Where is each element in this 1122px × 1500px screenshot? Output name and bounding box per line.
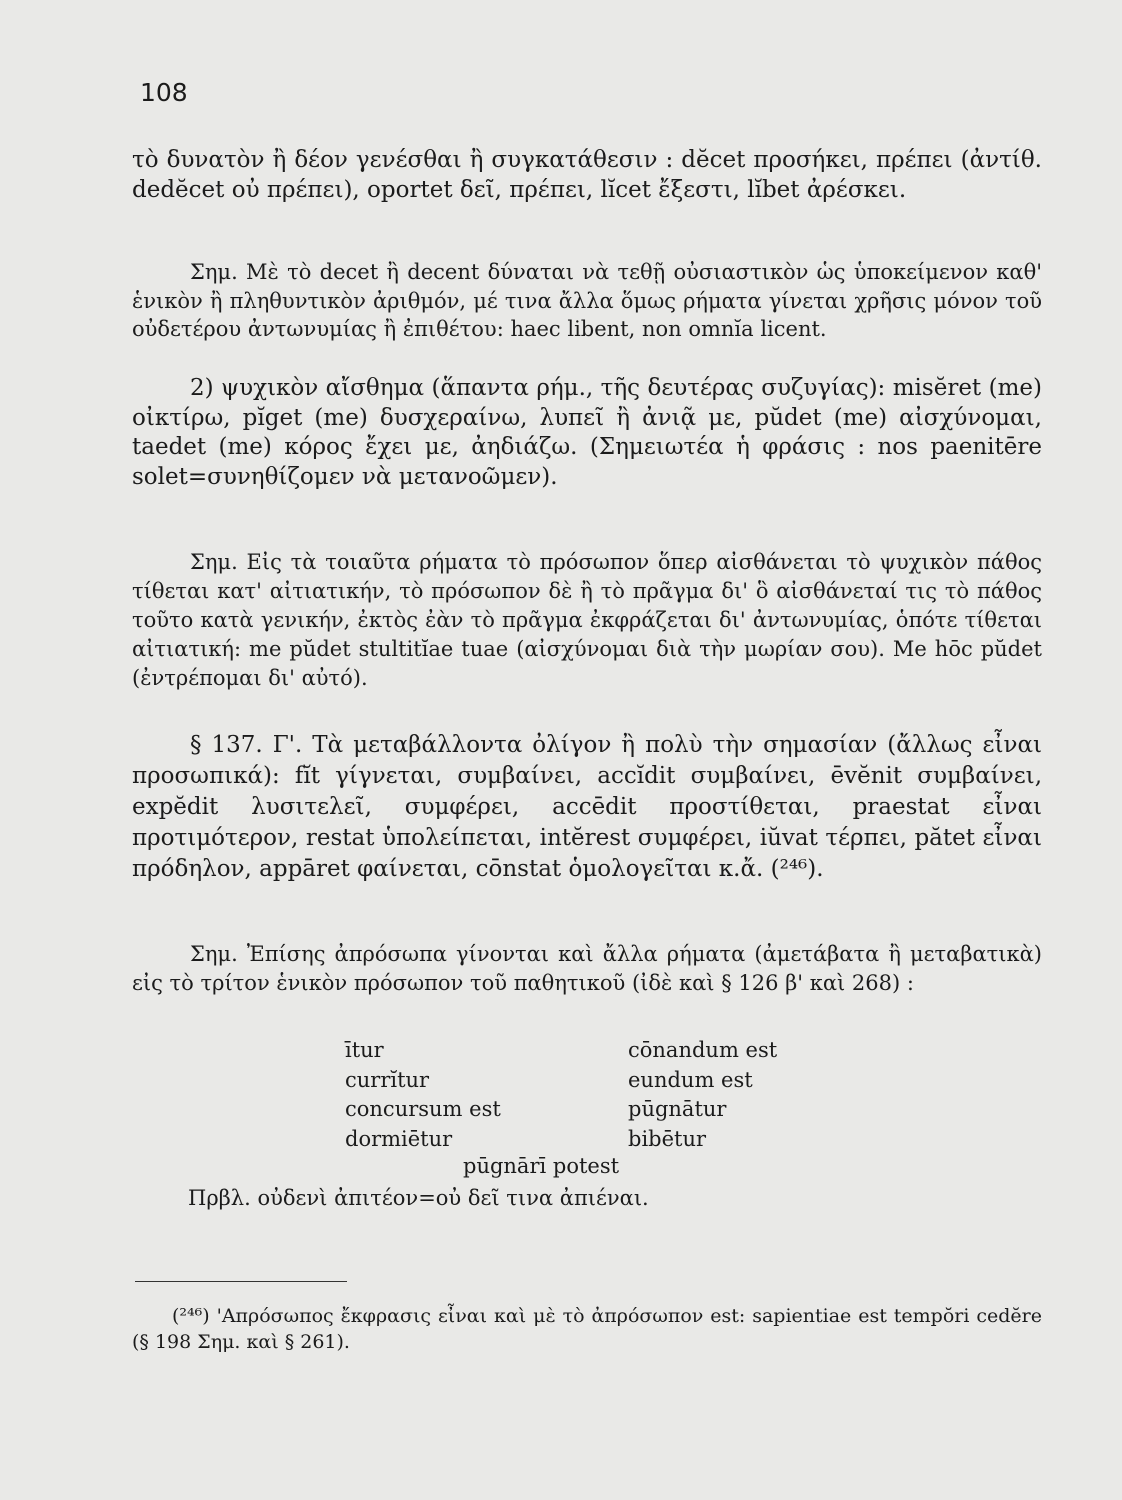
section-137 bbox=[132, 730, 1042, 885]
footnote-246: (²⁴⁶) 'Απρόσωπος ἔκφρασις εἶναι καὶ μὲ τὸ ἀπρόσωπον est: sapientiae est tempŏri cedĕre (§ 198 Σημ. καὶ § 261). bbox=[132, 1305, 1042, 1353]
latin-example: dormiētur bbox=[345, 1126, 453, 1151]
latin-example-center: pūgnārī potest bbox=[463, 1154, 620, 1178]
paragraph-impersonal-verbs bbox=[132, 146, 1042, 205]
latin-examples-left bbox=[345, 1036, 501, 1154]
latin-example: currĭtur bbox=[345, 1067, 430, 1092]
paragraph-text: 2) ψυχικὸν αἴσθημα (ἅπαντα ρήμ., τῆς δευτέρας συζυγίας): misĕret (me) οἰκτίρω, pĭget (me) δυσχεραίνω, λυπεῖ ἢ ἀνιᾷ με, pŭdet (me) αἰσχύνομαι, taedet (me) κόρος ἔχει με, ἀηδιάζω. (Σημειωτέα ἡ φράσις : nos paenitēre solet=συνηθίζομεν νὰ μετανοῶμεν). bbox=[132, 375, 1042, 490]
note-accusative bbox=[132, 548, 1042, 693]
note-decet bbox=[132, 258, 1042, 344]
note-text: Σημ. Εἰς τὰ τοιαῦτα ρήματα τὸ πρόσωπον ὅπερ αἰσθάνεται τὸ ψυχικὸν πάθος τίθεται κατ' αἰτιατικήν, τὸ πρόσωπον δὲ ἢ τὸ πρᾶγμα δι' ὃ αἰσθάνεταί τις τὸ πάθος τοῦτο κατὰ γενικήν, ἐκτὸς ἐὰν τὸ πρᾶγμα ἐκφράζεται δι' ἀντωνυμίας, ὁπότε τίθεται αἰτιατική: me pŭdet stultitĭae tuae (αἰσχύνομαι διὰ τὴν μωρίαν σου). Me hōc pŭdet (ἐντρέπομαι δι' αὐτό). bbox=[132, 550, 1042, 690]
latin-example: concursum est bbox=[345, 1097, 501, 1121]
latin-example: bibētur bbox=[628, 1126, 707, 1151]
compare-line: Πρβλ. οὐδενὶ ἀπιτέον=οὐ δεῖ τινα ἀπιέναι. bbox=[188, 1186, 649, 1210]
paragraph-text: τὸ δυνατὸν ἢ δέον γενέσθαι ἢ συγκατάθεσιν : dĕcet προσήκει, πρέπει (ἀντίθ. dedĕcet οὐ πρέπει), oportet δεῖ, πρέπει, lĭcet ἔξεστι, lĭbet ἀρέσκει. bbox=[132, 147, 1042, 203]
footnote-divider bbox=[135, 1281, 347, 1282]
page-number: 108 bbox=[140, 78, 188, 107]
note-text: Σημ. Ἐπίσης ἀπρόσωπα γίνονται καὶ ἄλλα ρήματα (ἀμετάβατα ἢ μεταβατικὰ) εἰς τὸ τρίτον ἑνικὸν πρόσωπον τοῦ παθητικοῦ (ἰδὲ καὶ § 126 β' καὶ 268) : bbox=[132, 942, 1042, 995]
latin-example: eundum est bbox=[628, 1067, 753, 1092]
note-text: Σημ. Μὲ τὸ decet ἢ decent δύναται νὰ τεθῇ οὐσιαστικὸν ὡς ὑποκείμενον καθ' ἑνικὸν ἢ πληθυντικὸν ἀριθμόν, μέ τινα ἄλλα ὅμως ρήματα γίνεται χρῆσις μόνον τοῦ οὐδετέρου ἀντωνυμίας ἢ ἐπιθέτου: haec libent, non omnĭa licent. bbox=[132, 260, 1042, 341]
note-passive-impersonal bbox=[132, 940, 1042, 998]
latin-example: cōnandum est bbox=[628, 1038, 778, 1062]
section-text: § 137. Γ'. Τὰ μεταβάλλοντα ὀλίγον ἢ πολὺ τὴν σημασίαν (ἄλλως εἶναι προσωπικά): fĭt γίγνεται, συμβαίνει, accĭdit συμβαίνει, ēvĕnit συμβαίνει, expĕdit λυσιτελεῖ, συμφέρει, accēdit προστίθεται, praestat εἶναι προτιμότερον, restat ὑπολείπεται, intĕrest συμφέρει, iŭvat τέρπει, pătet εἶναι πρόδηλον, appāret φαίνεται, cōnstat ὁμολογεῖται κ.ἄ. (²⁴⁶). bbox=[132, 732, 1042, 882]
paragraph-psychic-feeling bbox=[132, 374, 1042, 492]
latin-example: pūgnātur bbox=[628, 1097, 727, 1121]
latin-example: ītur bbox=[345, 1038, 384, 1062]
latin-examples-right bbox=[628, 1036, 777, 1154]
